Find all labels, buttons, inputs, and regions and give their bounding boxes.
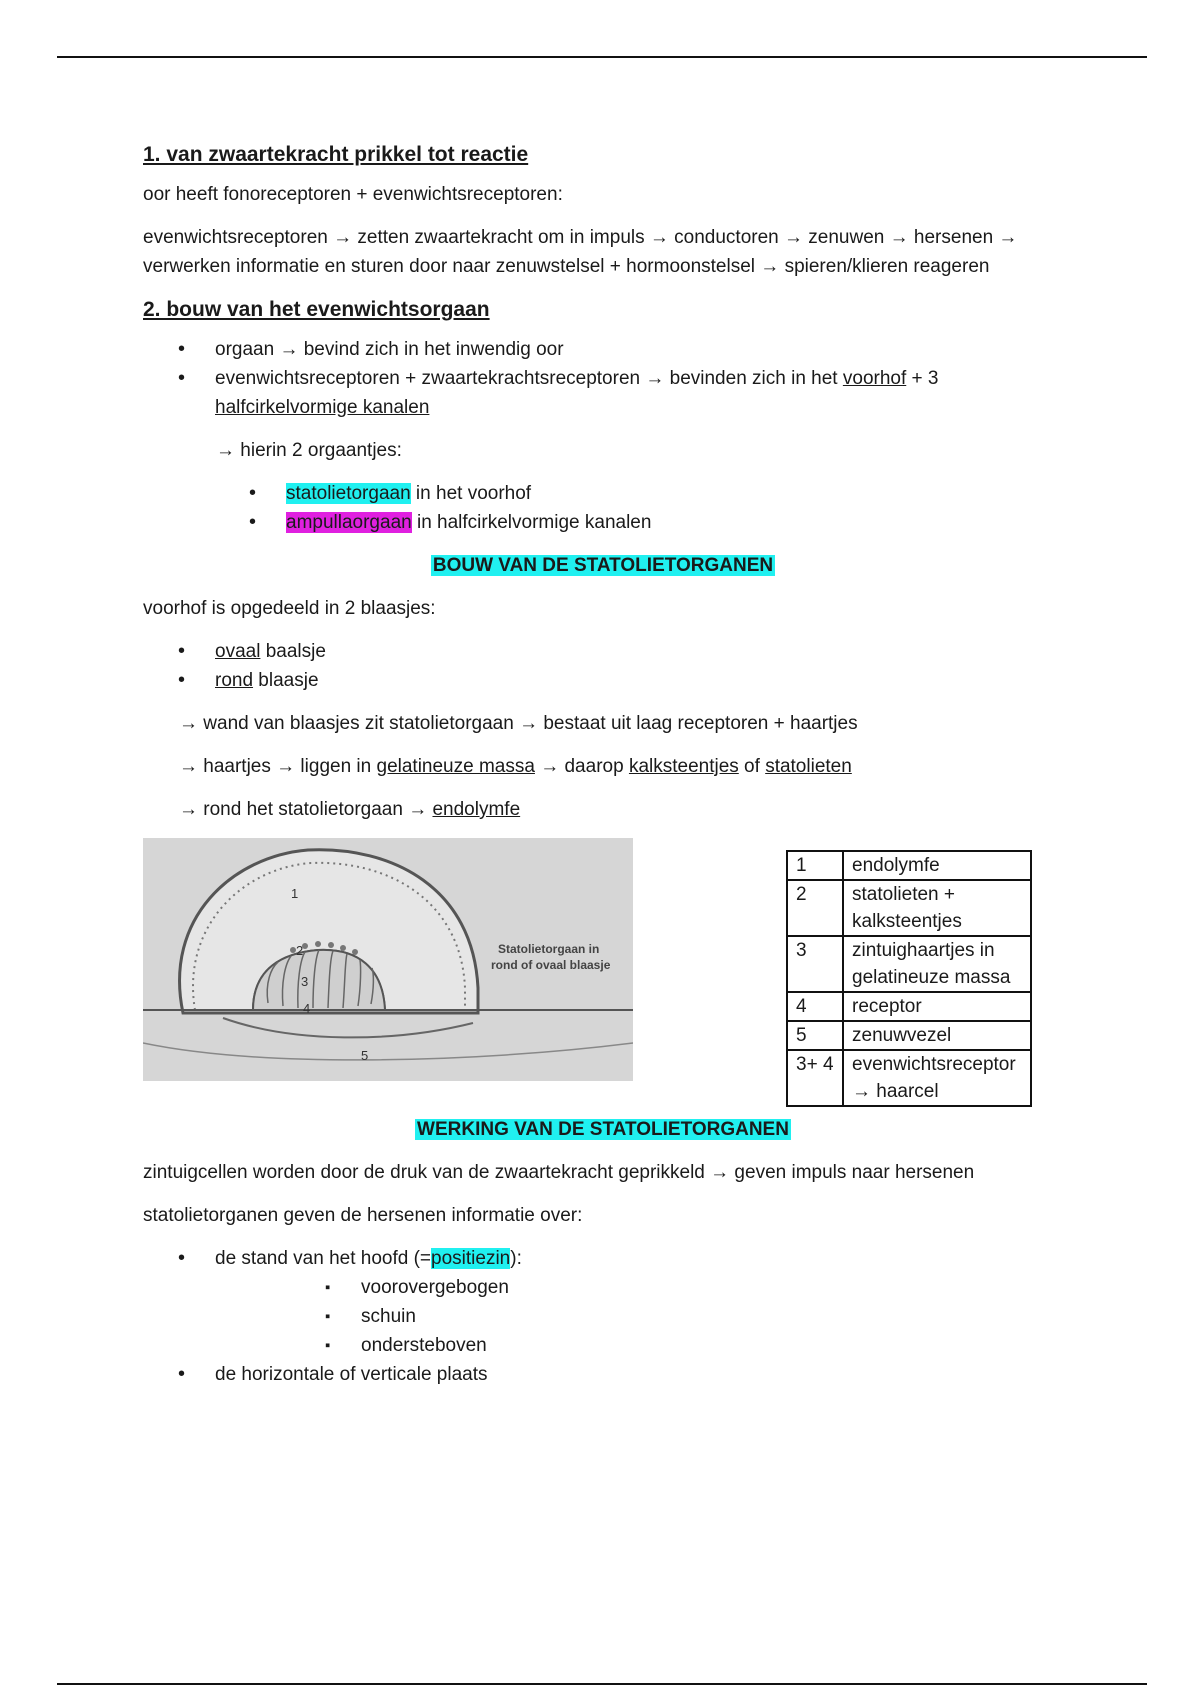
table-row: [787, 992, 1031, 1021]
legend-desc: zintuighaartjes in gelatineuze massa: [843, 936, 1031, 992]
footer-rule: [57, 1683, 1147, 1685]
legend-table: [786, 850, 1032, 1107]
list-item: • de horizontale of verticale plaats: [143, 1360, 1063, 1389]
endolymfe-term: endolymfe: [432, 799, 521, 820]
section2-list: [143, 335, 1063, 422]
organ-list: [143, 479, 1063, 537]
list-item: [143, 637, 1063, 666]
list-text: in het voorhof: [410, 483, 532, 504]
gelatineuze-term: gelatineuze massa: [376, 756, 535, 777]
werking-heading: [143, 1115, 1063, 1144]
legend-desc: evenwichtsreceptor → haarcel: [843, 1050, 1031, 1106]
bouw-heading-text: BOUW VAN DE STATOLIETORGANEN: [432, 555, 774, 576]
kalksteentjes-term: kalksteentjes: [628, 756, 739, 777]
legend-desc: statolieten + kalksteentjes: [843, 880, 1031, 936]
diagram-label-4: 4: [303, 1001, 311, 1016]
bouw-line3: [143, 795, 1063, 824]
werking-line2: statolietorganen geven de hersenen informatie over:: [143, 1205, 583, 1226]
stand-sublist: [143, 1273, 1063, 1360]
kanalen-term: halfcirkelvormige kanalen: [215, 397, 430, 418]
document-body: [143, 140, 1063, 1403]
header-rule: [57, 56, 1147, 58]
section1-intro: oor heeft fonoreceptoren + evenwichtsreceptoren:: [143, 184, 563, 205]
line-text: → daarop: [534, 756, 629, 777]
legend-num: 2: [787, 880, 843, 936]
section2-heading: 2. bouw van het evenwichtsorgaan: [143, 298, 490, 321]
figure-caption-line2: rond of ovaal blaasje: [491, 958, 611, 972]
list-item: [143, 666, 1063, 695]
bouw-heading: [143, 551, 1063, 580]
legend-num: 5: [787, 1021, 843, 1050]
line-text: → haartjes → liggen in: [179, 756, 377, 777]
list-text: evenwichtsreceptoren + zwaartekrachtsreceptoren → bevinden zich in het: [215, 368, 843, 389]
legend-desc: receptor: [843, 992, 1031, 1021]
werking-heading-text: WERKING VAN DE STATOLIETORGANEN: [417, 1119, 789, 1140]
list-item: • orgaan → bevind zich in het inwendig oor: [143, 335, 1063, 364]
blaasjes-list: [143, 637, 1063, 695]
legend-num: 4: [787, 992, 843, 1021]
ampullaorgaan-highlight: ampullaorgaan: [286, 512, 412, 533]
rond-term: rond: [215, 670, 254, 691]
table-row: [787, 1021, 1031, 1050]
sub-list-item: ▪ ondersteboven: [143, 1331, 1063, 1360]
legend-desc: endolymfe: [843, 851, 1031, 880]
voorhof-term: voorhof: [842, 368, 907, 389]
ovaal-term: ovaal: [215, 641, 261, 662]
list-item: [143, 364, 1063, 422]
list-text: blaasje: [253, 670, 319, 691]
statolietorgaan-highlight: statolietorgaan: [286, 483, 411, 504]
line-text: of: [738, 756, 766, 777]
list-item: [143, 508, 1063, 537]
figure-row: [143, 838, 1063, 1103]
statolieten-term: statolieten: [765, 756, 852, 777]
list-text: + 3: [906, 368, 939, 389]
sub-list-item: ▪ schuin: [143, 1302, 1063, 1331]
list-item: [143, 479, 1063, 508]
bouw-intro: voorhof is opgedeeld in 2 blaasjes:: [143, 598, 436, 619]
statolietorgaan-figure: [143, 838, 633, 1081]
section1-heading: 1. van zwaartekracht prikkel tot reactie: [143, 143, 529, 166]
legend-num: 1: [787, 851, 843, 880]
sub-list-item: ▪ voorovergebogen: [143, 1273, 1063, 1302]
table-row: [787, 880, 1031, 936]
hierin-line: → hierin 2 orgaantjes:: [216, 440, 402, 461]
figure-caption-line1: Statolietorgaan in: [498, 942, 600, 956]
table-row: [787, 1050, 1031, 1106]
list-item: [143, 1244, 1063, 1360]
list-text: in halfcirkelvormige kanalen: [411, 512, 652, 533]
diagram-label-2: 2: [296, 943, 304, 958]
table-row: [787, 851, 1031, 880]
diagram-label-5: 5: [361, 1048, 369, 1063]
statolietorgaan-diagram: [143, 838, 633, 1081]
diagram-label-1: 1: [291, 886, 299, 901]
bouw-line1: → wand van blaasjes zit statolietorgaan → bestaat uit laag receptoren + haartjes: [179, 713, 858, 734]
legend-desc: zenuwvezel: [843, 1021, 1031, 1050]
bouw-line2: [143, 752, 1063, 781]
legend-num: 3: [787, 936, 843, 992]
list-text: baalsje: [260, 641, 326, 662]
list-text: ):: [510, 1248, 522, 1269]
table-row: [787, 936, 1031, 992]
section1-chain: evenwichtsreceptoren → zetten zwaartekracht om in impuls → conductoren → zenuwen → hersenen → verwerken informatie en sturen door naar zenuwstelsel + hormoonstelsel → spieren/klieren reageren: [143, 227, 1018, 277]
line-text: → rond het statolietorgaan →: [179, 799, 433, 820]
werking-list: [143, 1244, 1063, 1389]
positiezin-highlight: positiezin: [431, 1248, 511, 1269]
legend-num: 3+ 4: [787, 1050, 843, 1106]
diagram-label-3: 3: [301, 974, 309, 989]
list-text: de stand van het hoofd (=: [215, 1248, 432, 1269]
werking-line1: zintuigcellen worden door de druk van de zwaartekracht geprikkeld → geven impuls naar hersenen: [143, 1162, 975, 1183]
